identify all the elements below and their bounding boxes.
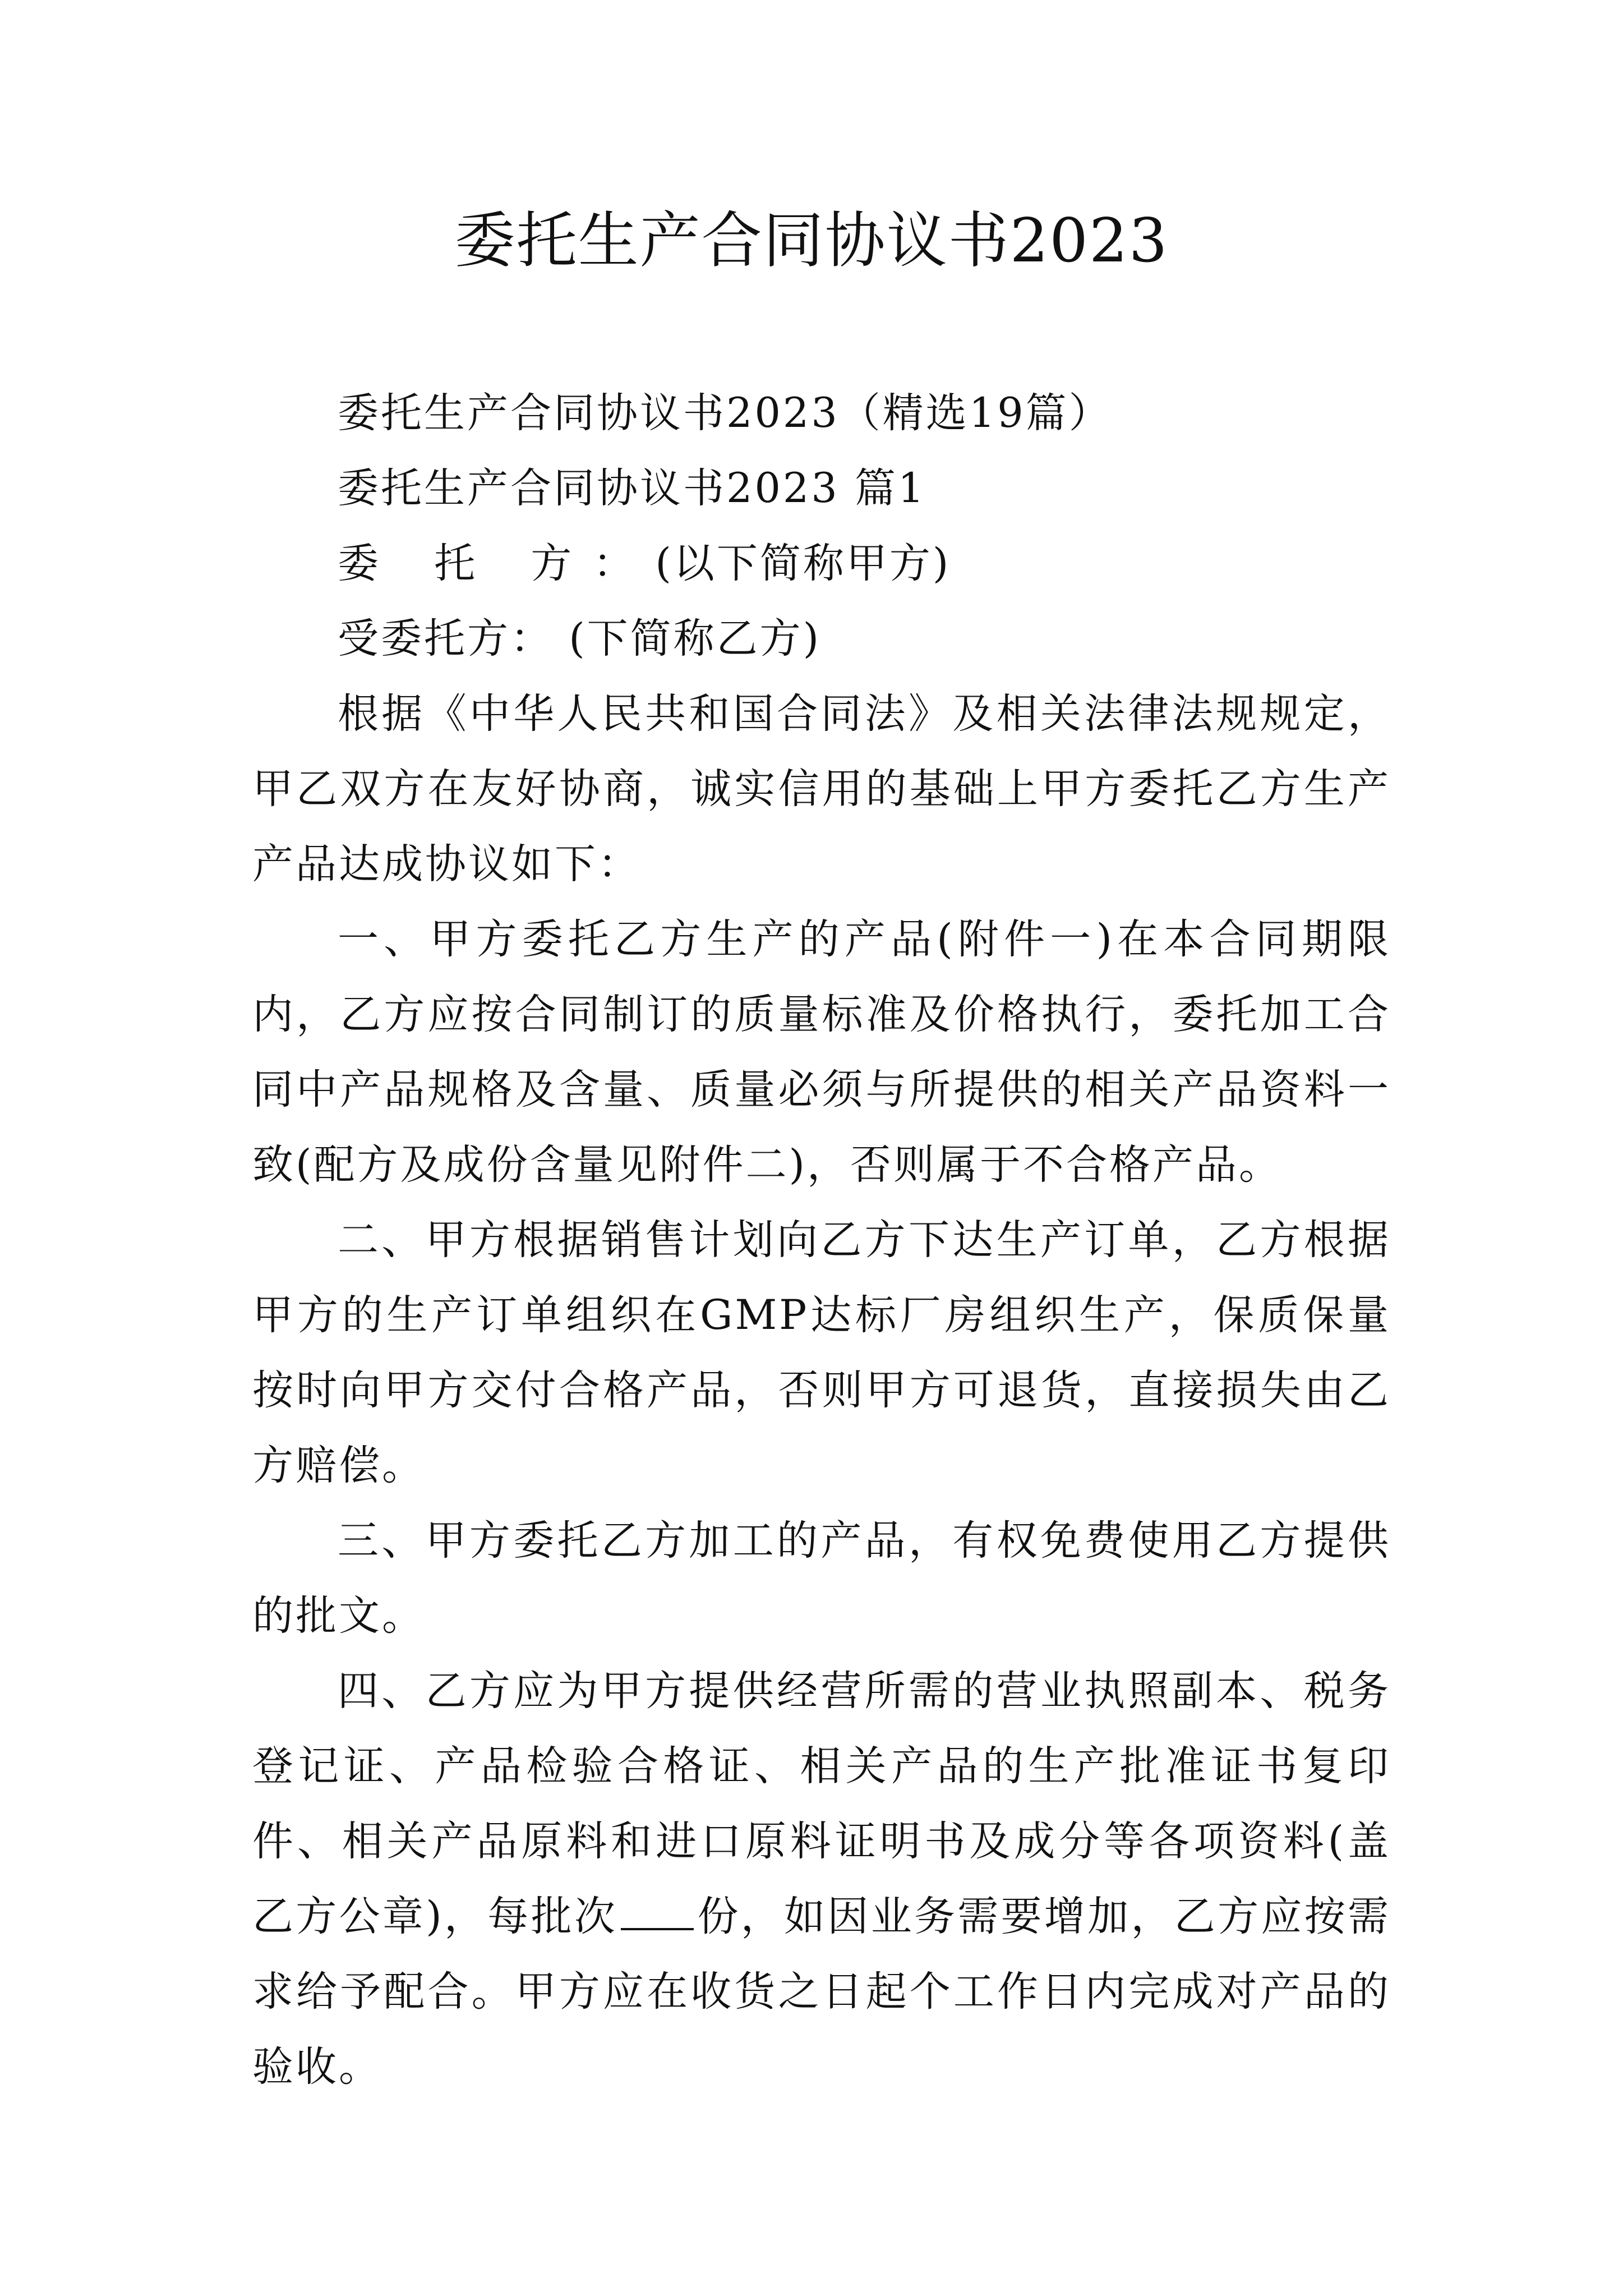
clause-4-text-part2: 份，如因业务需要增加，乙方应按需求给予配合。甲方应在收货之日起个工作日内完成对产品的验收。	[252, 1893, 1391, 2091]
clause-4-paragraph	[252, 1654, 1391, 2105]
clause-4-text-part1: 四、乙方应为甲方提供经营所需的营业执照副本、税务登记证、产品检验合格证、相关产品的生产批准证书复印件、相关产品原料和进口原料证明书及成分等各项资料(盖乙方公章)，每批次	[252, 1667, 1391, 1940]
clause-2-paragraph: 二、甲方根据销售计划向乙方下达生产订单，乙方根据甲方的生产订单组织在GMP达标厂房组织生产，保质保量按时向甲方交付合格产品，否则甲方可退货，直接损失由乙方赔偿。	[252, 1216, 1391, 1489]
intro-paragraph: 根据《中华人民共和国合同法》及相关法律法规规定，甲乙双方在友好协商，诚实信用的基础上甲方委托乙方生产产品达成协议如下：	[252, 690, 1391, 888]
party-a-note: (以下简称甲方)	[655, 540, 951, 587]
document-title: 委托生产合同协议书2023	[454, 206, 1169, 276]
section-heading: 委托生产合同协议书2023 篇1	[338, 464, 926, 512]
clause-3-paragraph: 三、甲方委托乙方加工的产品，有权免费使用乙方提供的批文。	[252, 1517, 1391, 1640]
party-a-label: 委 托 方：	[338, 540, 656, 587]
party-b-line: 受委托方： (下简称乙方)	[338, 615, 822, 662]
document-body	[252, 376, 1391, 2105]
subtitle-line: 委托生产合同协议书2023（精选19篇）	[338, 389, 1112, 437]
copies-blank	[621, 1894, 694, 1930]
clause-1-paragraph: 一、甲方委托乙方生产的产品(附件一)在本合同期限内，乙方应按合同制订的质量标准及价格执行，委托加工合同中产品规格及含量、质量必须与所提供的相关产品资料一致(配方及成份含量见附件二)，否则属于不合格产品。	[252, 915, 1391, 1189]
party-a-line	[252, 526, 1391, 601]
